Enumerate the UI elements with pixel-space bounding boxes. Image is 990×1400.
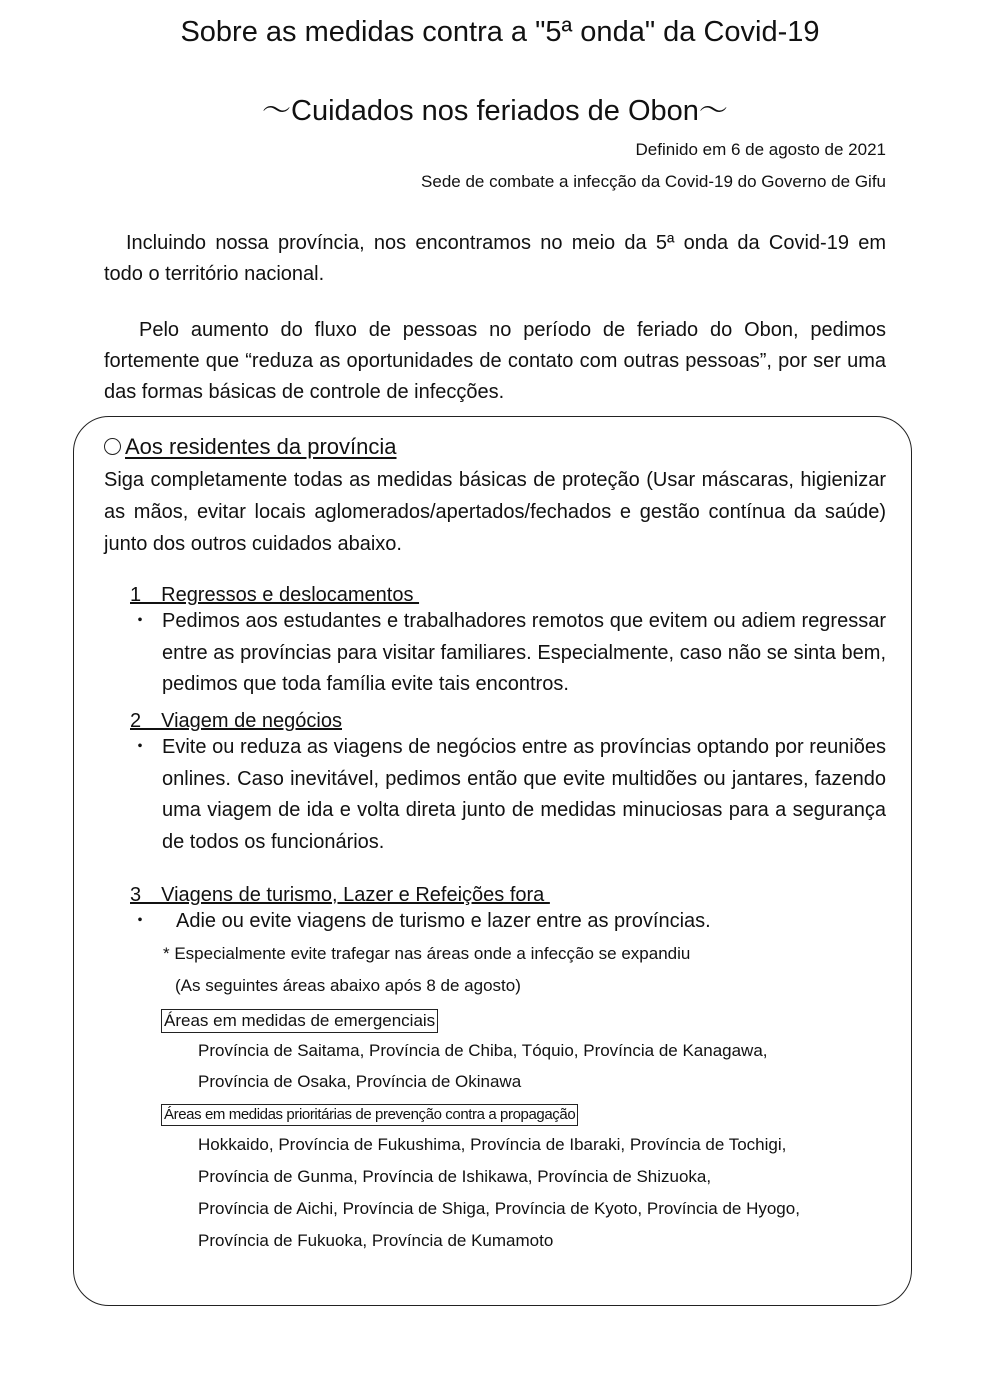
priority-areas-line-2: Província de Gunma, Província de Ishikawa, Província de Shizuoka, — [198, 1167, 712, 1186]
priority-areas-line-3: Província de Aichi, Província de Shiga, Província de Kyoto, Província de Hyogo, — [198, 1199, 800, 1218]
residents-heading-text: Aos residentes da província — [125, 434, 397, 459]
section-bullet-1 — [130, 606, 886, 701]
bullet-icon: ・ — [130, 910, 150, 932]
travel-note-date: (As seguintes áreas abaixo após 8 de agosto) — [175, 976, 521, 995]
issuer: Sede de combate a infecção da Covid-19 do Governo de Gifu — [421, 172, 886, 191]
section-title-3: 3 Viagens de turismo, Lazer e Refeições fora — [130, 884, 550, 906]
document-title: Sobre as medidas contra a "5ª onda" da Covid-19 — [180, 16, 820, 48]
section-title-1: 1 Regressos e deslocamentos — [130, 584, 420, 606]
intro-paragraph-2: Pelo aumento do fluxo de pessoas no período de feriado do Obon, pedimos fortemente que “reduza as oportunidades de contato com outras pessoas”, por ser uma das formas básicas de controle de infecções. — [104, 319, 886, 403]
bullet-icon: ・ — [130, 736, 150, 758]
intro-paragraph-1: Incluindo nossa província, nos encontramos no meio da 5ª onda da Covid-19 em todo o território nacional. — [104, 232, 886, 285]
section-bullet-3 — [130, 906, 886, 938]
travel-note: * Especialmente evite trafegar nas áreas onde a infecção se expandiu — [163, 944, 691, 963]
definition-date: Definido em 6 de agosto de 2021 — [635, 140, 886, 159]
priority-areas-line-1: Hokkaido, Província de Fukushima, Província de Ibaraki, Província de Tochigi, — [198, 1135, 787, 1154]
section-bullet-2 — [130, 732, 886, 858]
section-text-3: Adie ou evite viagens de turismo e lazer entre as províncias. — [176, 910, 711, 932]
residents-intro: Siga completamente todas as medidas básicas de proteção (Usar máscaras, higienizar as mãos, evitar locais aglomerados/apertados/fechados e gestão contínua da saúde) junto dos outros cuidados abaixo. — [104, 469, 886, 555]
circle-icon — [104, 438, 121, 455]
priority-areas-line-4: Província de Fukuoka, Província de Kumamoto — [198, 1231, 554, 1250]
priority-areas-label: Áreas em medidas prioritárias de prevenção contra a propagação — [161, 1104, 578, 1126]
section-text-1: Pedimos aos estudantes e trabalhadores remotos que evitem ou adiem regressar entre as províncias para visitar familiares. Especialmente, caso não se sinta bem, pedimos que toda família evite tais encontros. — [162, 610, 886, 695]
emergency-areas-line-2: Província de Osaka, Província de Okinawa — [198, 1072, 522, 1091]
bullet-icon: ・ — [130, 610, 150, 632]
emergency-areas-line-1: Província de Saitama, Província de Chiba, Tóquio, Província de Kanagawa, — [198, 1041, 768, 1060]
residents-heading — [104, 434, 397, 460]
document-subtitle: 〜Cuidados nos feriados de Obon〜 — [262, 95, 728, 127]
emergency-areas-label: Áreas em medidas de emergenciais — [161, 1009, 438, 1033]
section-title-2: 2 Viagem de negócios — [130, 710, 342, 732]
section-text-2: Evite ou reduza as viagens de negócios entre as províncias optando por reuniões onlines. Caso inevitável, pedimos então que evite multidões ou jantares, fazendo uma viagem de ida e volta direta junto de medidas minuciosas para a segurança de todos os funcionários. — [162, 736, 886, 853]
